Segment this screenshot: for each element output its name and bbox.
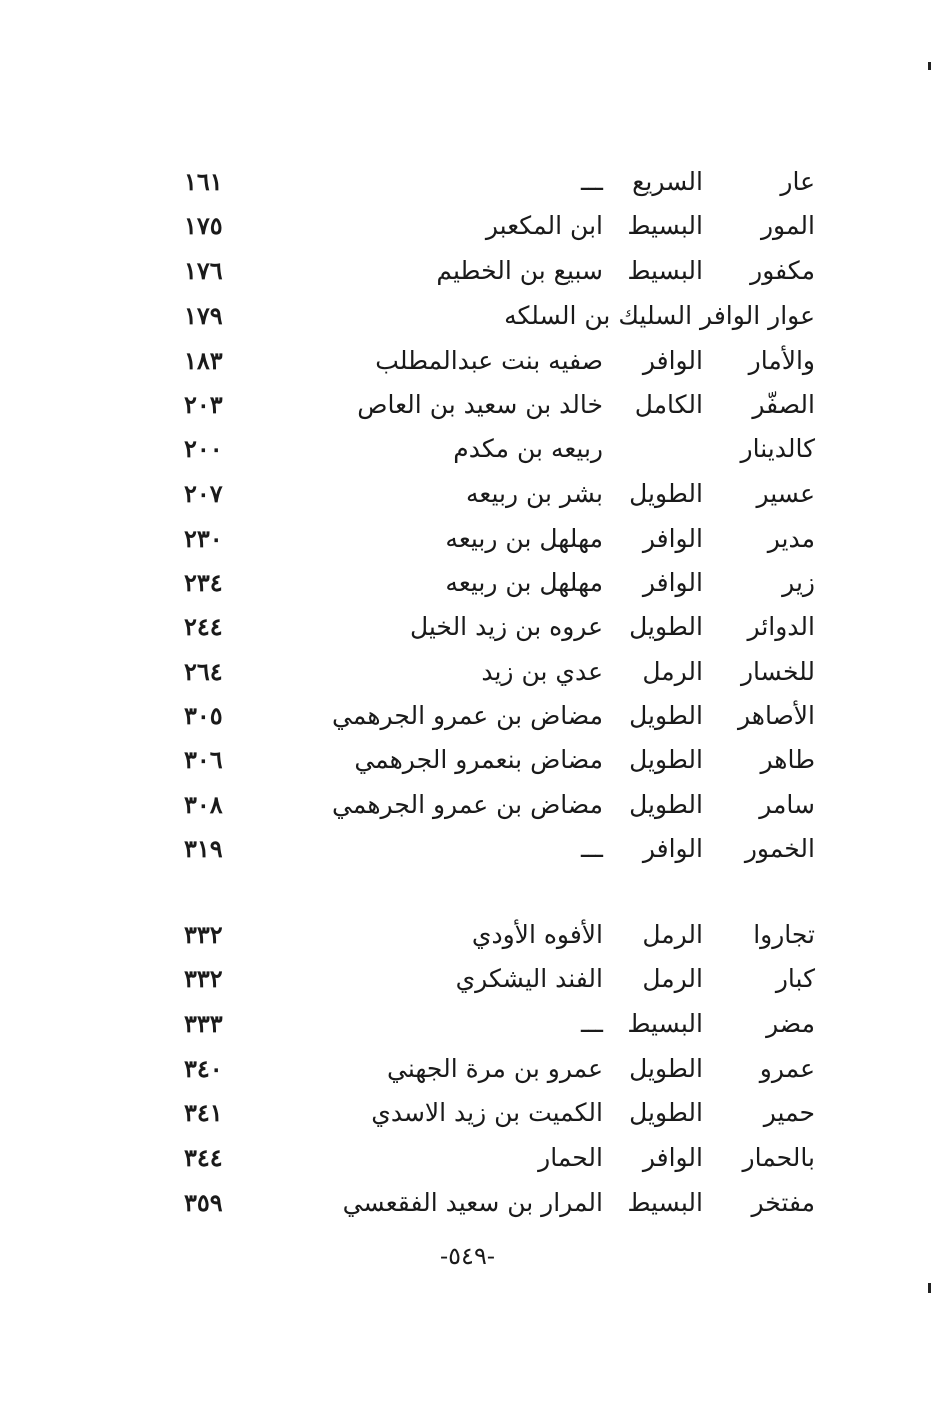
rhyme-cell: تجاروا	[753, 920, 815, 949]
meter-cell: الكامل	[634, 390, 703, 419]
meter-cell: الوافر	[642, 834, 703, 863]
rhyme-cell: بالحمار	[742, 1143, 815, 1172]
page-ref-cell: ٢٠٣	[184, 390, 223, 419]
page-ref-cell: ٣٣٢	[184, 920, 223, 949]
page-ref-cell: ٢٤٤	[184, 612, 223, 641]
meter-cell: الطويل	[629, 790, 703, 819]
poet-cell: مضاض بن عمرو الجرهمي	[332, 790, 603, 819]
poet-cell: ـــ	[581, 1009, 603, 1038]
meter-cell: السريع	[632, 167, 703, 196]
page-ref-cell: ٣٣٣	[184, 1009, 223, 1038]
page-ref-cell: ١٧٥	[184, 211, 223, 240]
page-ref-cell: ٣٤٠	[184, 1054, 223, 1083]
index-row	[0, 829, 935, 869]
page-ref-cell: ١٧٩	[184, 301, 223, 330]
meter-cell: البسيط	[627, 256, 703, 285]
page-ref-cell: ٣٠٦	[184, 745, 223, 774]
meter-cell: الوافر	[642, 346, 703, 375]
index-row	[0, 251, 935, 291]
rhyme-cell: كبار	[775, 964, 815, 993]
poet-cell: خالد بن سعيد بن العاص	[357, 390, 603, 419]
page-ref-cell: ٢٣٠	[184, 524, 223, 553]
meter-cell: الوافر	[642, 1143, 703, 1172]
rhyme-cell: كالدينار	[740, 434, 815, 463]
poet-cell: ربيعه بن مكدم	[453, 434, 603, 463]
rhyme-cell: سامر	[759, 790, 815, 819]
index-row	[0, 519, 935, 559]
index-row	[0, 652, 935, 692]
index-row	[0, 1049, 935, 1089]
rhyme-cell: عسير	[756, 479, 815, 508]
meter-cell: الطويل	[629, 1054, 703, 1083]
rhyme-cell: عوار الوافر السليك بن السلكه	[504, 301, 815, 330]
poet-cell: الحمار	[538, 1143, 603, 1172]
rhyme-cell: والأمار	[748, 346, 815, 375]
meter-cell: البسيط	[627, 1009, 703, 1038]
page-ref-cell: ٣٠٨	[184, 790, 223, 819]
rhyme-cell: مفتخر	[751, 1188, 815, 1217]
index-row	[0, 296, 935, 336]
index-row	[0, 959, 935, 999]
poet-cell: عروه بن زيد الخيل	[409, 612, 603, 641]
rhyme-cell: مدير	[767, 524, 815, 553]
index-row	[0, 1183, 935, 1223]
rhyme-cell: مكفور	[750, 256, 815, 285]
meter-cell: الوافر	[642, 568, 703, 597]
page-ref-cell: ٢٣٤	[184, 568, 223, 597]
poet-cell: الأفوه الأودي	[471, 920, 603, 949]
page-ref-cell: ٣٠٥	[184, 701, 223, 730]
rhyme-cell: الدوائر	[747, 612, 815, 641]
page-ref-cell: ٣١٩	[184, 834, 223, 863]
index-row	[0, 740, 935, 780]
rhyme-cell: طاهر	[760, 745, 815, 774]
rhyme-cell: عار	[780, 167, 815, 196]
poet-cell: مضاض بنعمرو الجرهمي	[354, 745, 603, 774]
meter-cell: الطويل	[629, 701, 703, 730]
meter-cell: الطويل	[629, 1098, 703, 1127]
index-row	[0, 1138, 935, 1178]
poet-cell: مضاض بن عمرو الجرهمي	[332, 701, 603, 730]
rhyme-cell: الأصاهر	[737, 701, 815, 730]
index-row	[0, 785, 935, 825]
meter-cell: الوافر	[642, 524, 703, 553]
index-row	[0, 429, 935, 469]
meter-cell: الرمل	[642, 657, 703, 686]
meter-cell: الطويل	[629, 612, 703, 641]
page-ref-cell: ١٦١	[184, 167, 223, 196]
poet-cell: ـــ	[581, 834, 603, 863]
page-ref-cell: ٣٤٤	[184, 1143, 223, 1172]
poet-cell: المرار بن سعيد الفقعسي	[342, 1188, 603, 1217]
meter-cell: الرمل	[642, 964, 703, 993]
meter-cell: الرمل	[642, 920, 703, 949]
meter-cell: البسيط	[627, 211, 703, 240]
index-row	[0, 915, 935, 955]
page-ref-cell: ٢٦٤	[184, 657, 223, 686]
poet-cell: مهلهل بن ربيعه	[445, 568, 603, 597]
rhyme-cell: عمرو	[759, 1054, 815, 1083]
poet-cell: سبيع بن الخطيم	[436, 256, 603, 285]
index-row	[0, 607, 935, 647]
poet-cell: عمرو بن مرة الجهني	[387, 1054, 603, 1083]
edge-mark-bottom	[928, 1283, 931, 1293]
poet-cell: مهلهل بن ربيعه	[445, 524, 603, 553]
index-row	[0, 696, 935, 736]
rhyme-cell: حمير	[763, 1098, 815, 1127]
page-ref-cell: ٣٣٢	[184, 964, 223, 993]
index-row	[0, 341, 935, 381]
rhyme-cell: الخمور	[744, 834, 815, 863]
meter-cell: الطويل	[629, 745, 703, 774]
meter-cell: البسيط	[627, 1188, 703, 1217]
index-row	[0, 162, 935, 202]
poet-cell: الكميت بن زيد الاسدي	[371, 1098, 603, 1127]
page-number: -٥٤٩-	[440, 1242, 495, 1270]
rhyme-cell: زير	[782, 568, 815, 597]
index-row	[0, 206, 935, 246]
rhyme-cell: مضر	[766, 1009, 815, 1038]
index-row	[0, 385, 935, 425]
rhyme-cell: الصفّر	[752, 390, 815, 419]
poet-cell: الفند اليشكري	[455, 964, 603, 993]
page-ref-cell: ٢٠٧	[184, 479, 223, 508]
rhyme-cell: المور	[760, 211, 815, 240]
index-row	[0, 563, 935, 603]
rhyme-cell: للخسار	[740, 657, 815, 686]
poet-cell: بشر بن ربيعه	[466, 479, 603, 508]
poet-cell: عدي بن زيد	[481, 657, 603, 686]
index-row	[0, 1093, 935, 1133]
index-row	[0, 474, 935, 514]
meter-cell: الطويل	[629, 479, 703, 508]
page-ref-cell: ٣٥٩	[184, 1188, 223, 1217]
edge-mark-top	[928, 62, 931, 70]
index-row	[0, 1004, 935, 1044]
page-ref-cell: ٣٤١	[184, 1098, 223, 1127]
page-ref-cell: ١٨٣	[184, 346, 223, 375]
poet-cell: ـــ	[581, 167, 603, 196]
page-ref-cell: ١٧٦	[184, 256, 223, 285]
poet-cell: ابن المكعبر	[485, 211, 603, 240]
page-ref-cell: ٢٠٠	[184, 434, 223, 463]
poet-cell: صفيه بنت عبدالمطلب	[375, 346, 603, 375]
